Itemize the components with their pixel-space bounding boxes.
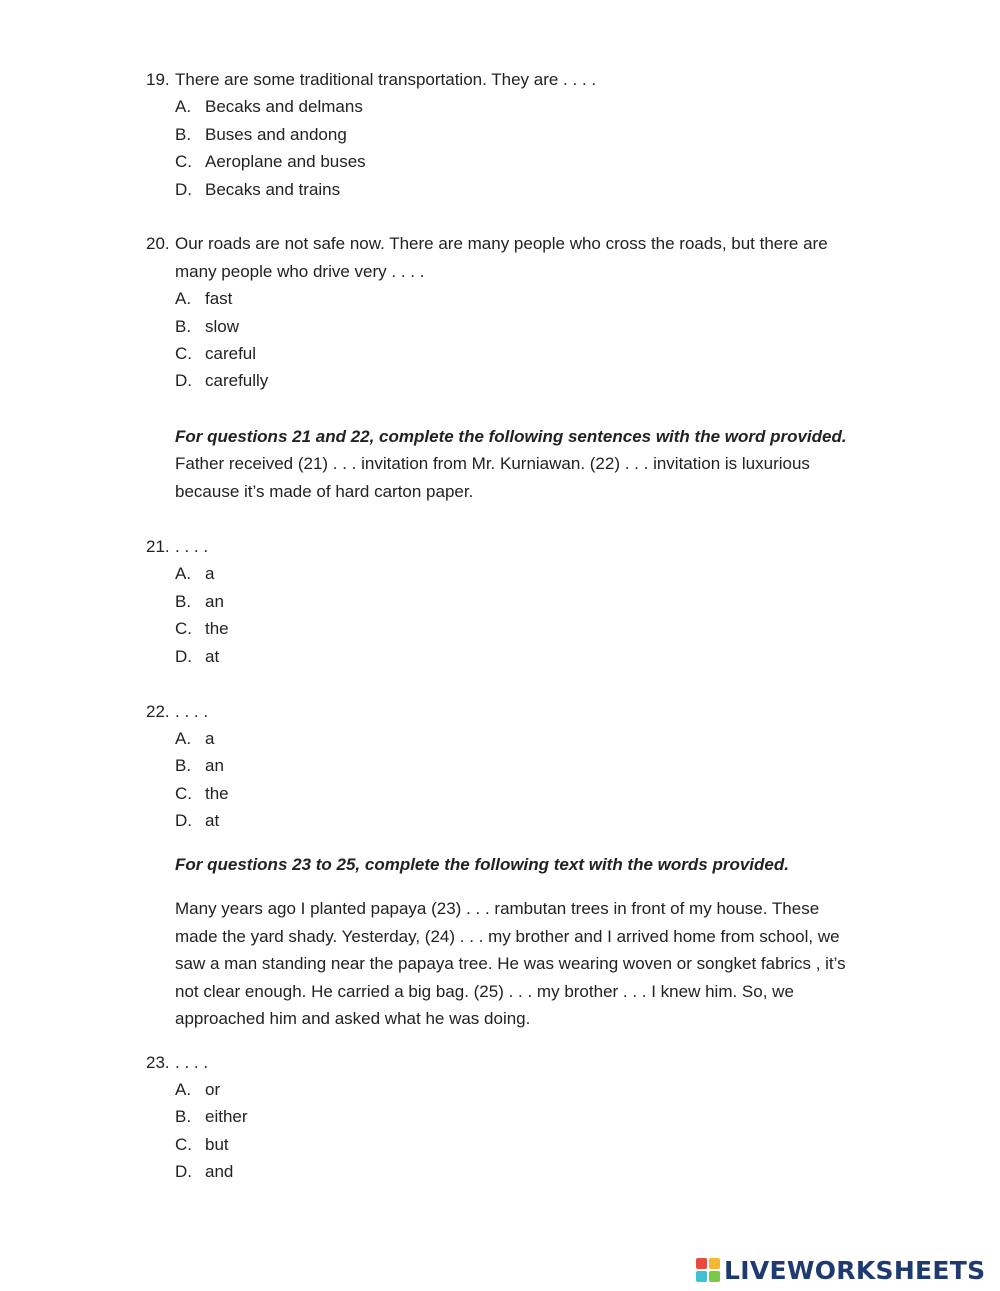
q20-option-d[interactable] (175, 371, 268, 391)
option-text: Becaks and delmans (205, 97, 363, 116)
q19-option-d[interactable] (175, 180, 340, 200)
passage-23-25-line4: not clear enough. He carried a big bag. (25) . . . my brother . . . I knew him. So, we (175, 982, 794, 1001)
option-letter: A. (175, 1080, 192, 1099)
q22-option-b[interactable] (175, 756, 224, 776)
logo-tile (709, 1271, 720, 1282)
option-letter: B. (175, 756, 192, 775)
option-letter: C. (175, 344, 192, 363)
option-text: careful (205, 344, 257, 363)
option-letter: A. (175, 729, 192, 748)
q23-text: . . . . (175, 1053, 209, 1072)
option-text: Buses and andong (205, 125, 347, 144)
q20-text-line2: many people who drive very . . . . (175, 262, 425, 281)
option-letter: D. (175, 647, 192, 666)
option-text: fast (205, 289, 233, 308)
q19-text: There are some traditional transportation. They are . . . . (175, 70, 597, 89)
instruction-21-22: For questions 21 and 22, complete the following sentences with the word provided. (175, 427, 847, 446)
option-letter: B. (175, 317, 192, 336)
liveworksheets-logo (696, 1254, 985, 1286)
logo-tile (696, 1271, 707, 1282)
option-letter: C. (175, 1135, 192, 1154)
q22-number: 22. (146, 702, 170, 721)
option-letter: C. (175, 152, 192, 171)
q23-option-d[interactable] (175, 1162, 233, 1182)
option-letter: A. (175, 97, 192, 116)
q23-option-b[interactable] (175, 1107, 248, 1127)
instruction-23-25: For questions 23 to 25, complete the following text with the words provided. (175, 855, 789, 874)
passage-23-25-line5: approached him and asked what he was doing. (175, 1009, 531, 1028)
option-text: at (205, 811, 220, 830)
option-letter: B. (175, 125, 192, 144)
option-text: a (205, 729, 215, 748)
q21-text: . . . . (175, 537, 209, 556)
option-letter: B. (175, 1107, 192, 1126)
q20-option-c[interactable] (175, 344, 256, 364)
option-text: an (205, 592, 224, 611)
q21-option-a[interactable] (175, 564, 214, 584)
q19-option-b[interactable] (175, 125, 347, 145)
option-text: or (205, 1080, 221, 1099)
q23-option-a[interactable] (175, 1080, 220, 1100)
q20-text-line1: Our roads are not safe now. There are many people who cross the roads, but there are (175, 234, 828, 253)
option-text: either (205, 1107, 248, 1126)
logo-text: LIVEWORKSHEETS (724, 1255, 986, 1285)
option-letter: B. (175, 592, 192, 611)
q23-option-c[interactable] (175, 1135, 229, 1155)
q21-option-b[interactable] (175, 592, 224, 612)
option-text: at (205, 647, 220, 666)
option-letter: C. (175, 784, 192, 803)
q22-option-a[interactable] (175, 729, 214, 749)
q22-option-d[interactable] (175, 811, 219, 831)
option-text: but (205, 1135, 229, 1154)
passage-23-25-line2: made the yard shady. Yesterday, (24) . . . my brother and I arrived home from school, we (175, 927, 840, 946)
q21-option-c[interactable] (175, 619, 229, 639)
q23-number: 23. (146, 1053, 170, 1072)
logo-tile (709, 1258, 720, 1269)
option-letter: A. (175, 289, 192, 308)
q21-number: 21. (146, 537, 170, 556)
option-text: Aeroplane and buses (205, 152, 366, 171)
logo-tiles-icon (696, 1258, 720, 1282)
option-text: Becaks and trains (205, 180, 341, 199)
logo-tile (696, 1258, 707, 1269)
q22-option-c[interactable] (175, 784, 229, 804)
q20-option-a[interactable] (175, 289, 232, 309)
option-letter: D. (175, 811, 192, 830)
option-letter: D. (175, 1162, 192, 1181)
option-letter: A. (175, 564, 192, 583)
q19-number: 19. (146, 70, 170, 89)
passage-23-25-line1: Many years ago I planted papaya (23) . . . rambutan trees in front of my house. These (175, 899, 820, 918)
option-letter: C. (175, 619, 192, 638)
option-text: a (205, 564, 215, 583)
option-text: and (205, 1162, 234, 1181)
passage-23-25-line3: saw a man standing near the papaya tree. He was wearing woven or songket fabrics , it’s (175, 954, 846, 973)
passage-21-22-line1: Father received (21) . . . invitation from Mr. Kurniawan. (22) . . . invitation is luxurious (175, 454, 810, 473)
q20-option-b[interactable] (175, 317, 239, 337)
q20-number: 20. (146, 234, 170, 253)
option-text: carefully (205, 371, 269, 390)
option-text: an (205, 756, 224, 775)
option-letter: D. (175, 180, 192, 199)
option-text: slow (205, 317, 240, 336)
q19-option-a[interactable] (175, 97, 363, 117)
q19-option-c[interactable] (175, 152, 366, 172)
option-text: the (205, 784, 229, 803)
q22-text: . . . . (175, 702, 209, 721)
passage-21-22-line2: because it’s made of hard carton paper. (175, 482, 474, 501)
q21-option-d[interactable] (175, 647, 219, 667)
option-letter: D. (175, 371, 192, 390)
option-text: the (205, 619, 229, 638)
